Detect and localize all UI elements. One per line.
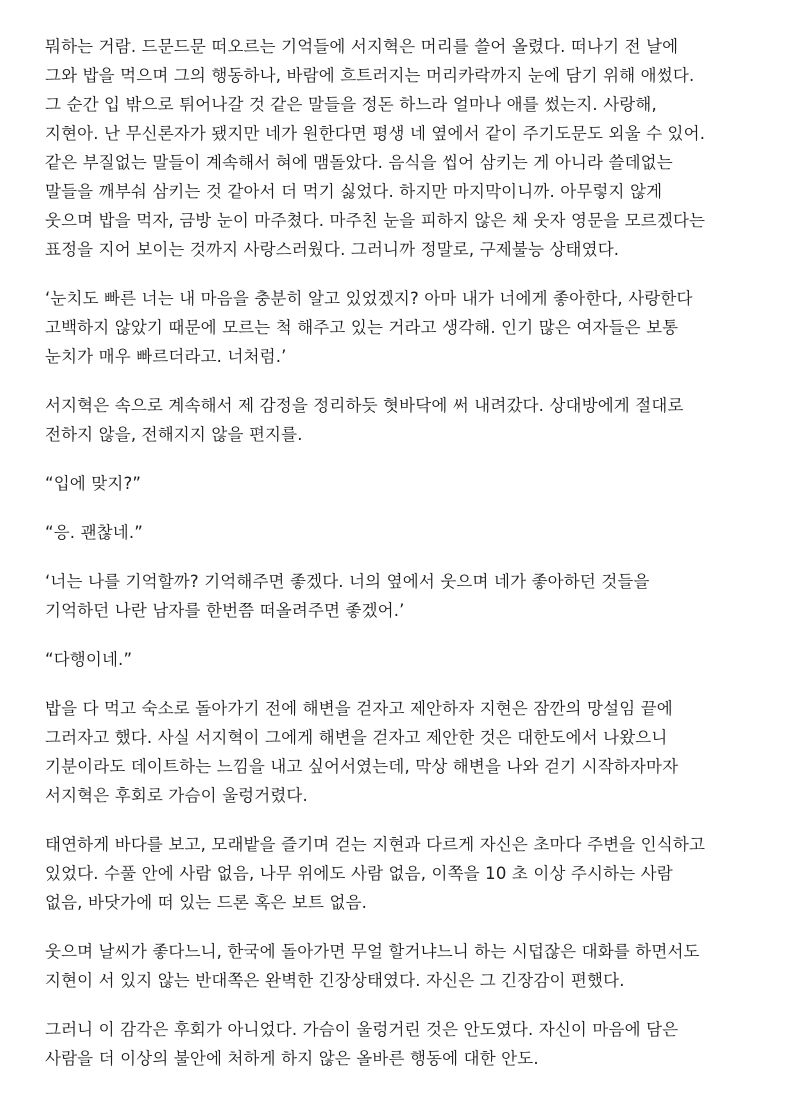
- text-line: 있었다. 수풀 안에 사람 없음, 나무 위에도 사람 없음, 이쪽을 10 초 이상 주시하는 사람: [45, 864, 673, 883]
- text-line: 그러니 이 감각은 후회가 아니었다. 가슴이 울렁거린 것은 안도였다. 자신이 마음에 담은: [45, 1020, 679, 1039]
- text-line: 그러자고 했다. 사실 서지혁이 그에게 해변을 걷자고 제안한 것은 대한도에서 나왔으니: [45, 728, 668, 747]
- text-line: 서지혁은 후회로 가슴이 울렁거렸다.: [45, 786, 308, 805]
- text-line: 기억하던 나란 남자를 한번쯤 떠올려주면 좋겠어.’: [45, 601, 405, 620]
- paragraph: [45, 567, 765, 625]
- text-line: 없음, 바닷가에 떠 있는 드론 혹은 보트 없음.: [45, 893, 368, 912]
- text-line: 그 순간 입 밖으로 튀어나갈 것 같은 말들을 정돈 하느라 얼마나 애를 썼는지. 사랑해,: [45, 95, 657, 114]
- paragraph: [45, 284, 765, 371]
- paragraph: [45, 518, 765, 547]
- text-line: 그와 밥을 먹으며 그의 행동하나, 바람에 흐트러지는 머리카락까지 눈에 담기 위해 애썼다.: [45, 66, 695, 85]
- text-line: 전하지 않을, 전해지지 않을 편지를.: [45, 425, 303, 444]
- text-line: 웃으며 밥을 먹자, 금방 눈이 마주쳤다. 마주친 눈을 피하지 않은 채 웃자 영문을 모르겠다는: [45, 211, 706, 230]
- text-line: 웃으며 날씨가 좋다느니, 한국에 돌아가면 무얼 할거냐느니 하는 시덥잖은 대화를 하면서도: [45, 942, 700, 961]
- paragraph: [45, 1015, 765, 1073]
- text-line: 기분이라도 데이트하는 느낌을 내고 싶어서였는데, 막상 해변을 나와 걷기 시작하자마자: [45, 757, 679, 776]
- paragraph: [45, 937, 765, 995]
- paragraph: [45, 469, 765, 498]
- document-page: [45, 32, 765, 1093]
- text-line: 뭐하는 거람. 드문드문 떠오르는 기억들에 서지혁은 머리를 쓸어 올렸다. 떠나기 전 날에: [45, 37, 679, 56]
- paragraph: [45, 830, 765, 917]
- text-line: 사람을 더 이상의 불안에 처하게 하지 않은 올바른 행동에 대한 안도.: [45, 1049, 539, 1068]
- text-line: 지현아. 난 무신론자가 됐지만 네가 원한다면 평생 네 옆에서 같이 주기도문도 외울 수 있어.: [45, 124, 706, 143]
- paragraph: [45, 32, 765, 264]
- text-line: 표정을 지어 보이는 것까지 사랑스러웠다. 그러니까 정말로, 구제불능 상태였다.: [45, 240, 620, 259]
- text-line: 고백하지 않았기 때문에 모르는 척 해주고 있는 거라고 생각해. 인기 많은 여자들은 보통: [45, 318, 679, 337]
- paragraph: [45, 694, 765, 810]
- text-line: 눈치가 매우 빠르더라고. 너처럼.’: [45, 347, 287, 366]
- text-line: “입에 맞지?”: [45, 474, 142, 493]
- text-line: “응. 괜찮네.”: [45, 523, 143, 542]
- paragraph: [45, 391, 765, 449]
- text-line: 서지혁은 속으로 계속해서 제 감정을 정리하듯 혓바닥에 써 내려갔다. 상대방에게 절대로: [45, 396, 684, 415]
- text-line: 말들을 깨부숴 삼키는 것 같아서 더 먹기 싫었다. 하지만 마지막이니까. 아무렇지 않게: [45, 182, 663, 201]
- paragraph: [45, 645, 765, 674]
- text-line: 태연하게 바다를 보고, 모래밭을 즐기며 걷는 지현과 다르게 자신은 초마다 주변을 인식하고: [45, 835, 706, 854]
- text-line: ‘눈치도 빠른 너는 내 마음을 충분히 알고 있었겠지? 아마 내가 너에게 좋아한다, 사랑한다: [45, 289, 693, 308]
- text-line: 같은 부질없는 말들이 계속해서 혀에 맴돌았다. 음식을 씹어 삼키는 게 아니라 쓸데없는: [45, 153, 673, 172]
- text-line: “다행이네.”: [45, 650, 133, 669]
- text-line: ‘너는 나를 기억할까? 기억해주면 좋겠다. 너의 옆에서 웃으며 네가 좋아하던 것들을: [45, 572, 650, 591]
- text-line: 지현이 서 있지 않는 반대쪽은 완벽한 긴장상태였다. 자신은 그 긴장감이 편했다.: [45, 971, 625, 990]
- text-line: 밥을 다 먹고 숙소로 돌아가기 전에 해변을 걷자고 제안하자 지현은 잠깐의 망설임 끝에: [45, 699, 673, 718]
